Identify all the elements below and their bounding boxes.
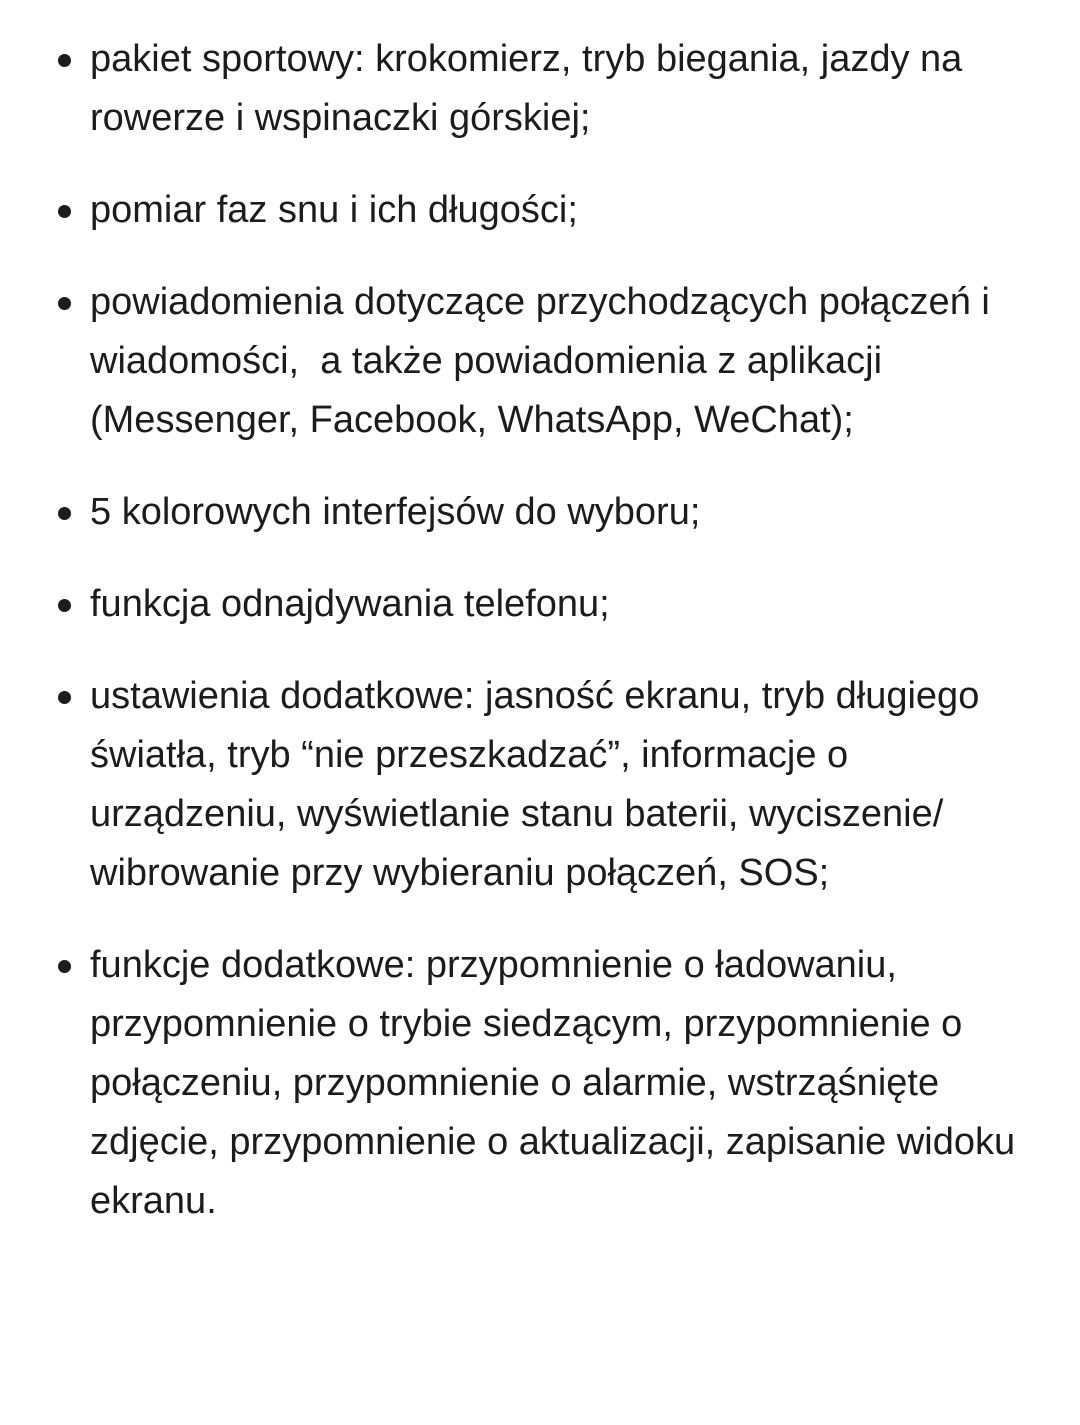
- bullet-icon: [58, 205, 71, 218]
- list-item-text: powiadomienia dotyczące przychodzących połączeń i wiadomości, a także powiadomienia z aplikacji (Messenger, Facebook, WhatsApp, WeChat);: [90, 281, 1001, 441]
- list-item-text: pomiar faz snu i ich długości;: [90, 189, 578, 231]
- bullet-icon: [58, 54, 71, 67]
- list-item-text: funkcja odnajdywania telefonu;: [90, 583, 610, 625]
- list-item-text: ustawienia dodatkowe: jasność ekranu, tryb długiego światła, tryb “nie przeszkadzać”, informacje o urządzeniu, wyświetlanie stanu baterii, wyciszenie/ wibrowanie przy wybieraniu połączeń, SOS;: [90, 675, 990, 894]
- bullet-icon: [58, 691, 71, 704]
- list-item: [0, 936, 1080, 1231]
- list-item-text: funkcje dodatkowe: przypomnienie o ładowaniu, przypomnienie o trybie siedzącym, przypomnienie o połączeniu, przypomnienie o alarmie, wstrząśnięte zdjęcie, przypomnienie o aktualizacji, zapisanie widoku ekranu.: [90, 944, 1026, 1222]
- list-item: [0, 667, 1080, 903]
- list-item-text: 5 kolorowych interfejsów do wyboru;: [90, 491, 701, 533]
- feature-list: [0, 30, 1080, 1231]
- bullet-icon: [58, 297, 71, 310]
- list-item: [0, 575, 1080, 634]
- list-item-text: pakiet sportowy: krokomierz, tryb biegania, jazdy na rowerze i wspinaczki górskiej;: [90, 38, 973, 139]
- bullet-icon: [58, 507, 71, 520]
- list-item: [0, 273, 1080, 450]
- list-item: [0, 30, 1080, 148]
- list-item: [0, 483, 1080, 542]
- list-item: [0, 181, 1080, 240]
- bullet-icon: [58, 599, 71, 612]
- bullet-icon: [58, 960, 71, 973]
